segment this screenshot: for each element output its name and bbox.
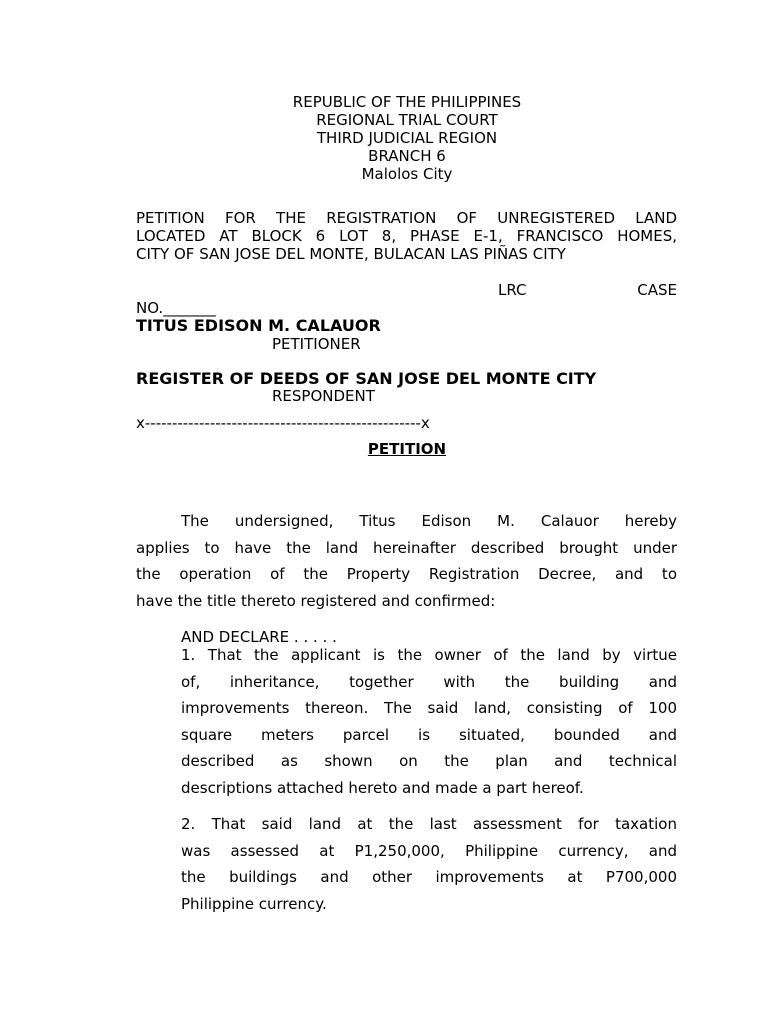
- item-line: square meters parcel is situated, bounded and: [181, 725, 677, 744]
- caption-separator: x---------------------------------------------------x: [136, 414, 430, 432]
- court-header-line: Malolos City: [361, 165, 453, 183]
- numbered-item-2: [181, 811, 677, 917]
- item-line: Philippine currency.: [181, 894, 327, 913]
- item-line: 1. That the applicant is the owner of the land by virtue: [181, 646, 677, 664]
- case-number-blank: NO._______: [136, 299, 216, 317]
- petition-heading: PETITION: [367, 440, 447, 458]
- numbered-item-1: [181, 642, 677, 801]
- petitioner-role: PETITIONER: [272, 335, 361, 353]
- court-header-line: THIRD JUDICIAL REGION: [316, 129, 498, 147]
- case-title: [136, 209, 677, 263]
- respondent-name: REGISTER OF DEEDS OF SAN JOSE DEL MONTE CITY: [136, 369, 597, 388]
- case-label: CASE: [637, 281, 677, 299]
- case-title-line: LOCATED AT BLOCK 6 LOT 8, PHASE E-1, FRANCISCO HOMES,: [136, 227, 677, 245]
- item-line: the buildings and other improvements at P700,000: [181, 868, 677, 886]
- item-line: of, inheritance, together with the building and: [181, 672, 677, 691]
- and-declare: AND DECLARE . . . . .: [181, 628, 337, 646]
- court-header: [0, 93, 768, 183]
- petitioner-name: TITUS EDISON M. CALAUOR: [136, 316, 381, 335]
- item-line: descriptions attached hereto and made a part hereof.: [181, 778, 584, 797]
- item-line: improvements thereon. The said land, consisting of 100: [181, 699, 677, 717]
- intro-paragraph: [136, 508, 677, 614]
- case-title-line: CITY OF SAN JOSE DEL MONTE, BULACAN LAS PIÑAS CITY: [136, 245, 566, 263]
- intro-line: have the title thereto registered and confirmed:: [136, 591, 496, 610]
- item-line: 2. That said land at the last assessment for taxation: [181, 815, 677, 833]
- court-header-line: REGIONAL TRIAL COURT: [316, 111, 498, 129]
- item-line: was assessed at P1,250,000, Philippine currency, and: [181, 841, 677, 860]
- case-title-line: PETITION FOR THE REGISTRATION OF UNREGISTERED LAND: [136, 209, 677, 227]
- lrc-label: LRC: [498, 281, 527, 299]
- respondent-role: RESPONDENT: [272, 387, 375, 405]
- item-line: described as shown on the plan and technical: [181, 752, 677, 770]
- intro-line: applies to have the land hereinafter described brought under: [136, 538, 677, 557]
- court-header-line: BRANCH 6: [368, 147, 446, 165]
- intro-line: the operation of the Property Registration Decree, and to: [136, 565, 677, 584]
- court-header-line: REPUBLIC OF THE PHILIPPINES: [292, 93, 522, 111]
- intro-line: The undersigned, Titus Edison M. Calauor hereby: [181, 512, 677, 530]
